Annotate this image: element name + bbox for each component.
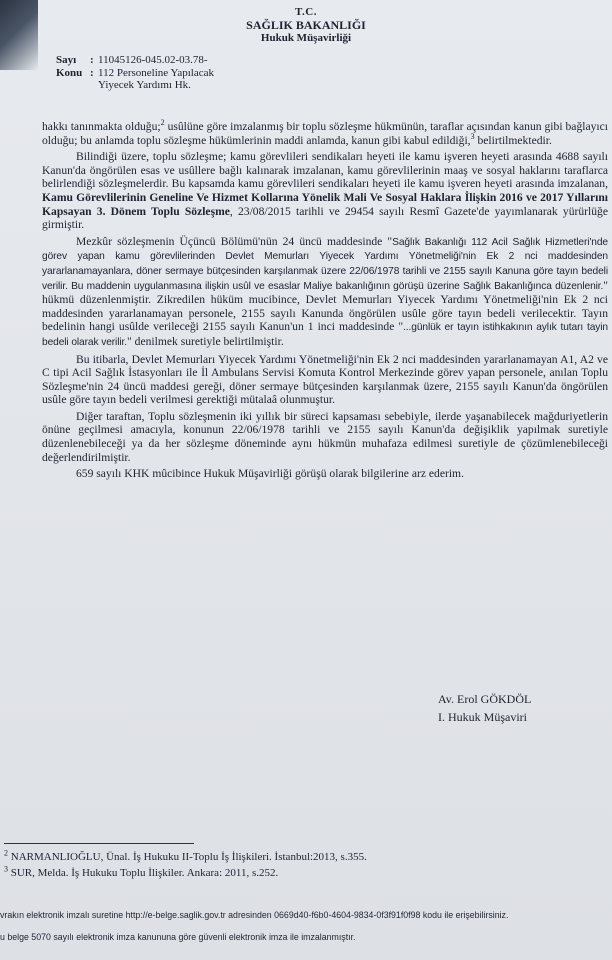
document-body [42, 120, 608, 484]
footnote-3-text: SUR, Melda. İş Hukuku Toplu İlişkiler. Ankara: 2011, s.252. [8, 867, 279, 879]
konu-value: 112 Personeline Yapılacak [98, 66, 214, 79]
paragraph-6: 659 sayılı KHK mûcibince Hukuk Müşavirliği görüşü olarak bilgilerine arz ederim. [76, 467, 464, 481]
footnote-ref-3: 3 [470, 131, 475, 141]
paragraph-1 [42, 120, 608, 147]
paragraph-2-text-b: , 23/08/2015 tarihli ve 29454 sayılı Resmî Gazete'de yayımlanarak yürürlüğe girmiştir. [42, 204, 608, 232]
footnote-3 [4, 864, 279, 880]
law-2155-quote: ...günlük er tayın istihkakının aylık tutarı tayin bedeli olarak verilir. [42, 322, 608, 348]
paragraph-5: Diğer taraftan, Toplu sözleşmenin iki yıllık bir süreci kapsaması sebebiyle, ilerde yaşanabilecek mağduriyetlerin önüne geçilmesi amacıyla, konunun 22/06/1978 tarihli ve 2155 sayılı Kanun'da değişiklik yapılmak suretiyle düzenlenebileceği ya da her sözleşme döneminde aynı hükmün muhafaza edilmesi suretiyle de çözümlenebileceği değerlendirilmiştir. [42, 409, 608, 464]
letterhead [0, 6, 612, 45]
signatory-name: Av. Erol GÖKDÖL [438, 692, 532, 706]
document-meta [56, 54, 214, 92]
paragraph-1-text-c: belirtilmektedir. [474, 133, 552, 147]
footnote-3-number: 3 [4, 864, 8, 874]
footnote-2-number: 2 [4, 848, 8, 858]
letterhead-country: T.C. [295, 6, 317, 18]
letterhead-department: Hukuk Müşavirliği [260, 32, 352, 44]
paragraph-1-text-b: usûlüne göre imzalanmış bir toplu sözleşme hükmünün, taraflar açısından kanun gibi bağlayıcı olduğu; bu anlamda toplu sözleşme hükümlerinin maddi anlamda, kanun gibi kabul edildiği, [42, 120, 608, 147]
footnote-2 [4, 848, 367, 864]
letterhead-ministry: SAĞLIK BAKANLIĞI [246, 18, 366, 32]
konu-value-continued: Yiyecek Yardımı Hk. [98, 79, 191, 91]
sayi-label: Sayı [56, 54, 77, 66]
footnote-divider [4, 843, 194, 844]
footnote-ref-2: 2 [160, 118, 165, 128]
sayi-value: 11045126-045.02-03.78- [98, 54, 208, 66]
footnote-2-text: NARMANLIOĞLU, Ünal. İş Hukuku II-Toplu İş İlişkileri. İstanbul:2013, s.355. [8, 851, 367, 863]
agreement-title: Kamu Görevlilerinin Geneline Ve Hizmet Kollarına Yönelik Mali Ve Sosyal Haklara İlişkin 2016 ve 2017 Yıllarını Kapsayan 3. Dönem Toplu Sözleşme [42, 190, 608, 218]
e-signature-verify-note: vrakın elektronik imzalı suretine http://e-belge.saglik.gov.tr adresinden 0669d40-f6b0-4604-9834-0f3f91f0f98 kodu ile erişebilirsiniz. [0, 910, 509, 920]
paragraph-3-text-c: " denilmek suretiyle belirtilmiştir. [127, 334, 284, 348]
konu-label: Konu [56, 66, 83, 79]
paragraph-2-text-a: Bilindiği üzere, toplu sözleşme; kamu görevlileri sendikaları heyeti ile kamu işveren heyeti arasında 4688 sayılı Kanun'da öngörülen esas ve usûllere bağlı kalınarak imzalanan, kamu görevlilerinin maaş ve sosyal haklarını taraflarca belirlendiği sözleşmelerdir. Bu kapsamda kamu görevlileri sendikaları heyeti ile kamu işveren heyeti arasında imzalanan, [42, 150, 608, 191]
e-signature-law-note: u belge 5070 sayılı elektronik imza kanununa göre güvenli elektronik imza ile imzalanmıştır. [0, 932, 356, 942]
signatory-title: I. Hukuk Müşaviri [438, 710, 527, 724]
paragraph-1-text-a: hakkı tanınmakta olduğu; [42, 120, 161, 133]
paragraph-3 [42, 235, 608, 350]
paragraph-3-text-a: Mezkûr sözleşmenin Üçüncü Bölümü'nün 24 üncü maddesinde " [76, 234, 393, 248]
signature-block [438, 690, 531, 726]
article-24-quote: Sağlık Bakanlığı 112 Acil Sağlık Hizmetleri'nde görev yapan kamu görevlilerinden Devlet Memurları Yiyecek Yardımı Yönetmeliği'nin Ek 2 nci maddesinden yararlanamayanlara, döner sermaye bütçesinden karşılanmak üzere 22/06/1978 tarihli ve 2155 sayılı Kanuna göre tayın bedeli verilir. Bu maddenin uygulanmasına ilişkin usûl ve esaslar Maliye bakanlığının görüşü üzerine Sağlık Bakanlığınca düzenlenir. [42, 236, 609, 292]
konu-separator: : [90, 66, 94, 79]
paragraph-4: Bu itibarla, Devlet Memurları Yiyecek Yardımı Yönetmeliği'nin Ek 2 nci maddesinden yararlanamayan A1, A2 ve C tipi Acil Sağlık İstasyonları ile İl Ambulans Servisi Komuta Kontrol Merkezinde görev yapan personele, anılan Toplu Sözleşme'nin 24 üncü maddesi gereği, döner sermaye bütçesinden karşılanmak üzere, 2155 sayılı Kanun'da öngörülen usûle göre tayın bedeli verilmesi gerektiği mütalaâ olunmuştur. [42, 352, 608, 407]
paragraph-2 [42, 150, 608, 232]
paragraph-3-text-b: " hükmü düzenlenmiştir. Zikredilen hüküm mucibince, Devlet Memurları Yiyecek Yardımı Yönetmeliği'nin Ek 2 nci maddesinden yararlanamayan personele, 2155 sayılı Kanunda öngörülen usûle göre tayın bedeli verilecektir. Tayın bedelinin hangi usûlde verileceği 2155 sayılı Kanun'un 1 inci maddesinde " [42, 278, 608, 334]
sayi-separator: : [90, 54, 94, 66]
